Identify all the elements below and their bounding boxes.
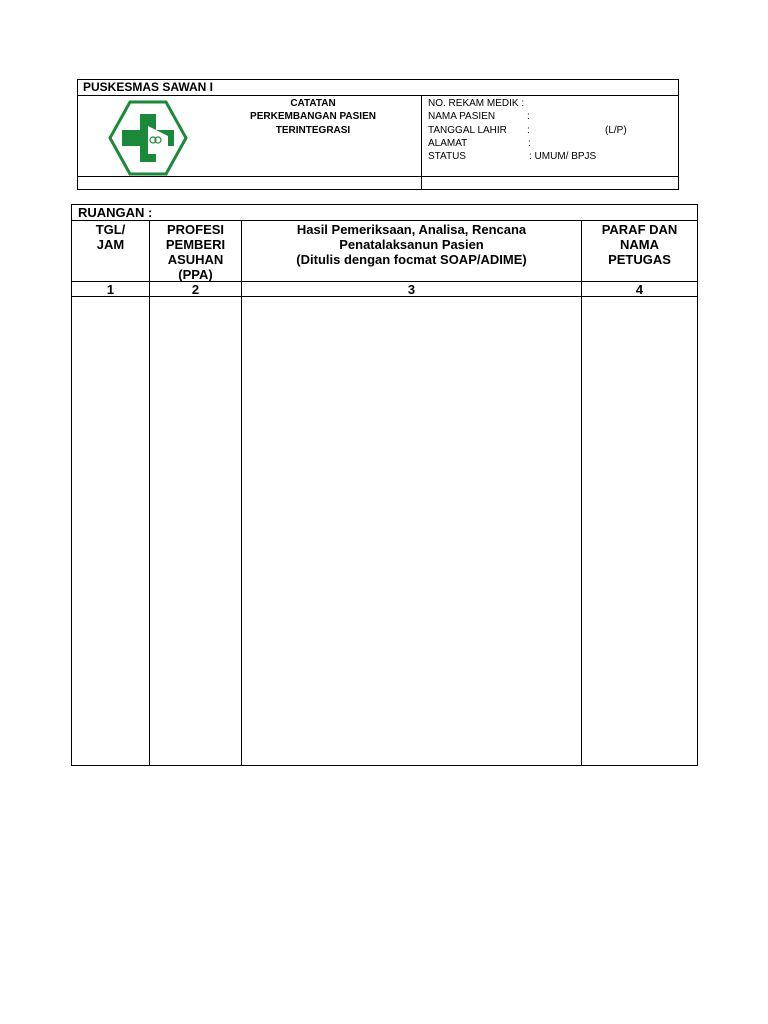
col-hasil-pemeriksaan-header [242, 222, 581, 267]
field-nama-pasien-value: : [527, 111, 530, 122]
header-line: Penatalaksanun Pasien [339, 237, 484, 252]
header-line: (Ditulis dengan focmat SOAP/ADIME) [296, 252, 527, 267]
col-number-3: 3 [407, 282, 416, 297]
form-title-line-3: TERINTEGRASI [275, 125, 351, 136]
field-no-rekam-medik: NO. REKAM MEDIK : [428, 98, 525, 109]
col-number-4: 4 [635, 282, 644, 297]
header-line: NAMA [620, 237, 659, 252]
header-line: PETUGAS [608, 252, 671, 267]
header-line: JAM [96, 237, 125, 252]
header-bottom-line [78, 176, 678, 177]
field-gender: (L/P) [605, 125, 627, 136]
table-line [72, 220, 697, 221]
col-number-2: 2 [191, 282, 200, 297]
column-divider [149, 220, 150, 765]
field-nama-pasien-label: NAMA PASIEN [428, 111, 496, 122]
header-line: PROFESI [166, 222, 225, 237]
field-status-value: : UMUM/ BPJS [529, 151, 597, 162]
header-line: ASUHAN [167, 252, 224, 267]
col-tgl-jam-header [72, 222, 149, 252]
clinic-name: PUSKESMAS SAWAN I [78, 80, 678, 96]
col-paraf-header [582, 222, 697, 267]
header-line: Hasil Pemeriksaan, Analisa, Rencana [296, 222, 527, 237]
header-line: PEMBERI [165, 237, 226, 252]
field-tanggal-lahir-label: TANGGAL LAHIR [428, 125, 507, 136]
header-line: (PPA) [178, 267, 213, 282]
form-title-line-1: CATATAN [290, 98, 336, 109]
column-divider [241, 220, 242, 765]
header-block [77, 79, 679, 190]
progress-notes-table [71, 204, 698, 766]
column-divider [581, 220, 582, 765]
ruangan-label: RUANGAN : [78, 205, 153, 220]
field-tanggal-lahir-value: : [527, 125, 530, 136]
form-title-line-2: PERKEMBANGAN PASIEN [250, 111, 376, 122]
header-line: PARAF DAN [601, 222, 678, 237]
field-status-label: STATUS [428, 151, 466, 162]
col-number-1: 1 [106, 282, 115, 297]
field-alamat-label: ALAMAT [428, 138, 468, 149]
puskesmas-logo-icon [108, 100, 188, 176]
field-alamat-value: : [528, 138, 531, 149]
col-profesi-header [150, 222, 241, 282]
header-line: TGL/ [95, 222, 126, 237]
